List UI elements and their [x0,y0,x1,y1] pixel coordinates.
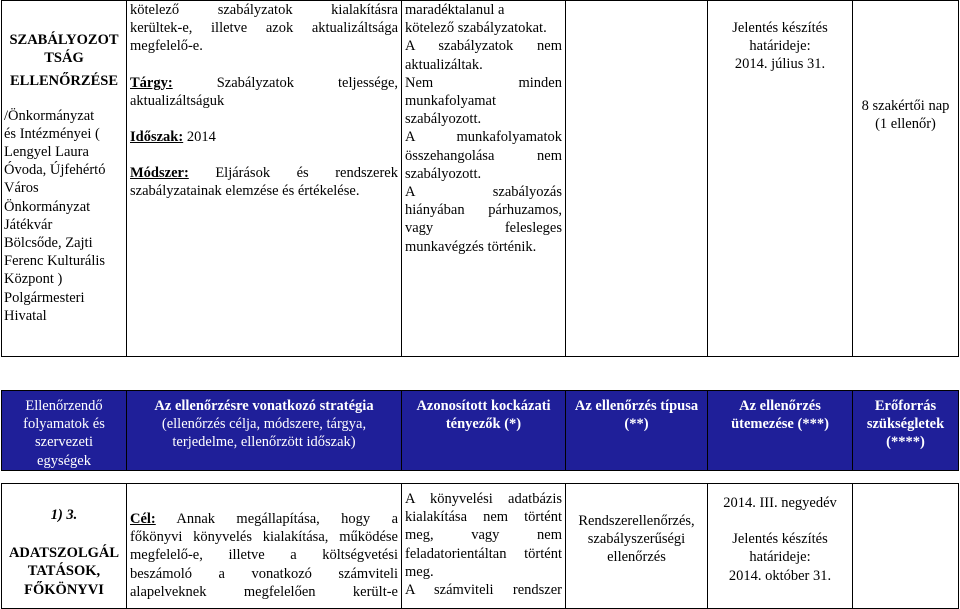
resource-cell-3 [853,484,959,609]
strategy-method-line [130,164,398,182]
header-col6-line-3: (****) [886,434,925,451]
risk-line-3: A szabályzatok nem [405,38,562,55]
risk3-line-4: feladatorientáltan történt [405,545,562,562]
strategy-intro-line-2: kerültek-e, illetve azok aktualizáltsága [130,20,398,37]
header-col5-line-2: ütemezése (***) [731,416,829,433]
header-col1-line-2: folyamatok és [23,416,105,433]
org3-line-2: TATÁSOK, [27,563,101,580]
header-col1-line-3: szervezeti [35,434,93,451]
risk-line-4: aktualizáltak. [405,56,483,73]
org-title-line-2: TSÁG [44,50,84,67]
strategy-intro-line-3: megfelelő-e. [130,38,203,55]
strategy-cell [127,1,402,357]
risk-cell-3 [402,484,566,609]
schedule-cell [708,1,853,357]
risk3-line-6: A számviteli rendszer [405,582,562,599]
resource-cell [853,1,959,357]
strategy-spacer-3 [130,146,398,164]
subject-text-1: Szabályzatok teljessége, [216,74,399,91]
org-spacer [4,91,124,107]
type3-line-1: Rendszerellenőrzés, [578,513,695,529]
schedule3-spacer [711,512,849,530]
header-col4-line-1: Az ellenőrzés típusa [574,398,699,414]
audit-type-cell-3 [566,484,708,609]
strategy-subject-line [130,74,398,92]
resource-line-1: 8 szakértői nap [861,98,950,114]
org-unit-cell [2,1,127,357]
risk-cell [402,1,566,357]
org-line-8: Város [4,180,39,197]
audit-row-adatszolgaltatasok [1,483,959,609]
header-col2-line-3: terjedelme, ellenőrzött időszak) [172,434,356,451]
org3-line-3: FŐKÖNYVI [24,581,104,598]
org-line-10: Játékvár [4,216,53,233]
header-resources [853,391,959,471]
type3-line-3: ellenőrzés [607,549,666,566]
header-col3-line-2: tényezők (*) [445,416,522,433]
org-title-line-3: ELLENŐRZÉSE [10,73,118,90]
header-col1-line-1: Ellenőrzendő [25,398,103,414]
schedule3-line-3: Jelentés készítés [732,531,828,548]
header-processes [2,391,127,471]
strategy-intro-line-1: kötelező szabályzatok kialakításra [130,2,398,18]
org-line-9: Önkormányzat [4,198,91,215]
risk-line-8: A munkafolyamatok [405,129,562,146]
period-label: Időszak: [130,129,184,146]
goal-text-2: főkönyvi könyvelés kialakítása, működése [130,529,398,546]
audit-row-szabalyozottsag [1,0,959,357]
header-strategy [127,391,402,471]
header-col4-line-2: (**) [624,416,649,433]
org-spacer-3 [5,524,123,544]
audit-type-cell [566,1,708,357]
header-col6-line-2: szükségletek [866,416,945,433]
risk-line-11: A szabályozás [405,184,562,201]
schedule-cell-3 [708,484,853,609]
org-line-4: /Önkormányzat [4,107,95,124]
subject-text-2: aktualizáltságuk [130,92,225,109]
org-line-15: Hivatal [4,307,47,324]
schedule3-line-4: határideje: [749,549,811,566]
period-value: 2014 [186,129,216,146]
header-col1-line-4: egységek [37,452,91,469]
method-text-2: szabályzatainak elemzése és értékelése. [130,183,360,200]
org-line-14: Polgármesteri [4,289,85,306]
org3-line-1: ADATSZOLGÁL [8,545,120,562]
org-line-13: Központ ) [4,271,63,288]
strategy-spacer-2 [130,110,398,128]
goal-line [130,510,398,528]
org-line-6: Lengyel Laura [4,144,89,161]
org-line-11: Bölcsőde, Zajti [4,235,93,252]
risk3-line-3: meg, vagy nem [405,527,562,544]
subject-label: Tárgy: [130,74,173,91]
risk-line-9: összehangolása nem [405,147,562,164]
risk-line-1: maradéktalanul a [405,2,505,18]
header-audit-type [566,391,708,471]
risk-line-6: munkafolyamat [405,93,497,110]
risk-line-14: munkavégzés történik. [405,238,537,255]
risk3-line-5: meg. [405,563,434,580]
org-line-5: és Intézményei ( [4,125,100,142]
risk-line-2: kötelező szabályzatokat. [405,20,547,37]
goal-label: Cél: [130,511,156,527]
header-col5-line-1: Az ellenőrzés [739,398,821,414]
column-header-row [1,390,959,471]
risk-line-12: hiányában párhuzamos, [405,202,562,219]
risk-line-7: szabályozott. [405,111,482,128]
header-schedule [708,391,853,471]
org-title-line-1: SZABÁLYOZOT [9,32,119,48]
schedule-line-3: 2014. július 31. [734,56,826,73]
goal-text-1: Annak megállapítása, hogy a [176,511,399,527]
goal-text-5: alapelveknek megfelelően került-e [130,583,398,600]
resource-line-2: (1 ellenőr) [875,116,936,133]
org-number: 1) 3. [50,507,78,523]
header-col2-line-2: (ellenőrzés célja, módszere, tárgya, [161,416,367,433]
risk-line-5: Nem minden [405,74,562,91]
schedule3-line-1: 2014. III. negyedév [723,495,837,511]
header-col2-title: Az ellenőrzésre vonatkozó stratégia [154,398,374,414]
org-unit-cell-3 [2,484,127,609]
schedule-line-2: határideje: [749,38,811,55]
strategy-spacer [130,56,398,74]
risk-line-10: szabályozott. [405,165,482,182]
risk3-line-1: A könyvelési adatbázis [405,491,562,507]
method-label: Módszer: [130,165,189,182]
header-col6-line-1: Erőforrás [874,398,937,414]
header-risks [402,391,566,471]
schedule3-line-5: 2014. október 31. [728,567,832,584]
schedule-line-1: Jelentés készítés [732,20,828,36]
goal-text-4: beszámoló a vonatkozó számviteli [130,565,398,582]
header-col3-line-1: Azonosított kockázati [416,398,551,414]
risk-line-13: vagy felesleges [405,220,562,237]
strategy-period-line [130,128,398,146]
org-line-12: Ferenc Kulturális [4,253,106,270]
goal-text-3: megfelelő-e, illetve a költségvetési [130,547,398,564]
method-text-1: Eljárások és rendszerek [215,165,398,182]
type3-line-2: szabályszerűségi [587,531,686,548]
risk3-line-2: kialakítása nem történt [405,509,562,526]
strategy-cell-3 [127,484,402,609]
org-line-7: Óvoda, Újfehértó [4,162,106,179]
